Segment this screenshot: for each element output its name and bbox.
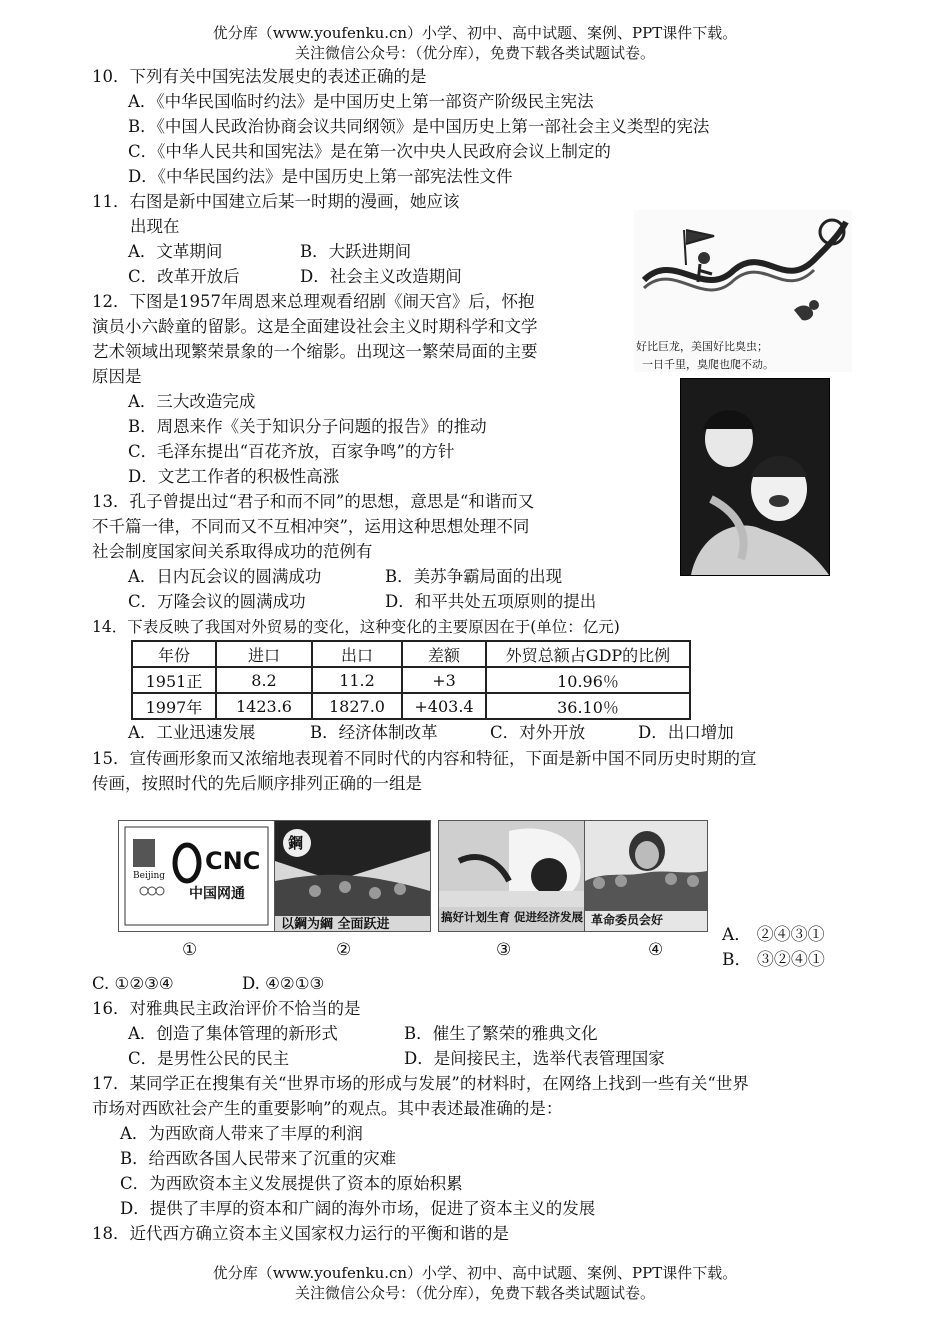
poster-1-subtitle: 中国网通 [189,886,245,902]
poster-4-slogan: 革命委员会好 [591,913,664,927]
header-line-1: 优分库（www.youfenku.cn）小学、初中、高中试题、案例、PPT课件下载。 [212,24,738,42]
table-header-cell: 进口 [216,641,312,667]
q10-option-c: C．《中华人民共和国宪法》是在第一次中央人民政府会议上制定的 [128,142,611,161]
q12-option-b: B．周恩来作《关于知识分子问题的报告》的推动 [128,417,487,436]
q16-option-c: C．是男性公民的民主 [128,1049,290,1068]
footer-line-1: 优分库（www.youfenku.cn）小学、初中、高中试题、案例、PPT课件下载。 [212,1264,738,1282]
table-cell: 1997年 [132,693,216,719]
poster-3 [438,820,595,932]
q15-stem-2: 传画，按照时代的先后顺序排列正确的一组是 [92,774,422,793]
poster-label-2: ② [336,940,352,960]
poster-3-slogan: 搞好计划生育 促进经济发展 [441,910,584,924]
table-row [132,693,690,719]
q12-option-c: C．毛泽东提出“百花齐放，百家争鸣”的方针 [128,442,455,461]
q10-option-a: A．《中华民国临时约法》是中国历史上第一部资产阶级民主宪法 [128,92,594,111]
table-cell: +403.4 [402,693,486,719]
table-header-cell: 差额 [402,641,486,667]
q17-option-d: D．提供了丰厚的资本和广阔的海外市场，促进了资本主义的发展 [120,1199,596,1218]
q13-option-b: B．美苏争霸局面的出现 [385,567,563,586]
q17-stem-1: 17．某同学正在搜集有关“世界市场的形成与发展”的材料时，在网络上找到一些有关“世界 [92,1074,749,1093]
q15-option-d: D. ④②①③ [242,974,325,993]
dragon-cartoon-image [634,210,852,372]
q12-stem-3: 艺术领域出现繁荣景象的一个缩影。出现这一繁荣局面的主要 [92,342,538,361]
table-header-row [132,641,690,667]
cartoon-caption-2: 一日千里，臭爬也爬不动。 [642,358,774,371]
poster-1-logo-text: CNC [205,847,261,875]
poster-label-4: ④ [648,940,664,960]
table-header-cell: 年份 [132,641,216,667]
q13-stem-2: 不千篇一律，不同而又不互相冲突”，运用这种思想处理不同 [92,517,530,536]
poster-label-1: ① [182,940,198,960]
q15-option-a: A． ②④③① [722,925,825,945]
q12-stem-2: 演员小六龄童的留影。这是全面建设社会主义时期科学和文学 [92,317,538,336]
q10-option-d: D．《中华民国约法》是中国历史上第一部宪法性文件 [128,167,513,186]
poster-2-slogan: 以鋼为綱 全面跃进 [281,917,390,932]
header-line-2: 关注微信公众号：（优分库），免费下载各类试题试卷。 [294,44,655,62]
q11-option-b: B．大跃进期间 [300,242,412,261]
q11-stem-2: 出现在 [130,217,180,236]
table-row [132,667,690,693]
table-cell: 36.10％ [486,693,690,719]
poster-2-badge: 鋼 [288,834,304,852]
q16-option-a: A．创造了集体管理的新形式 [128,1024,338,1043]
q17-stem-2: 市场对西欧社会产生的重要影响”的观点。其中表述最准确的是： [92,1099,563,1118]
table-cell: 10.96％ [486,667,690,693]
q16-option-b: B．催生了繁荣的雅典文化 [404,1024,598,1043]
footer-line-2: 关注微信公众号：（优分库），免费下载各类试题试卷。 [294,1284,655,1302]
q14-stem: 14．下表反映了我国对外贸易的变化，这种变化的主要原因在于(单位：亿元) [92,618,620,636]
photo-drawing [681,379,829,575]
table-cell: 1951正 [132,667,216,693]
q18-stem: 18．近代西方确立资本主义国家权力运行的平衡和谐的是 [92,1224,509,1243]
q13-stem-3: 社会制度国家间关系取得成功的范例有 [92,542,373,561]
poster-1 [118,820,275,932]
q15-stem-1: 15．宣传画形象而又浓缩地表现着不同时代的内容和特征，下面是新中国不同历史时期的宣 [92,749,757,768]
cartoon-caption-1: 好比巨龙，美国好比臭虫； [636,340,768,353]
q11-option-a: A．文革期间 [128,242,223,261]
q15-option-c: C. ①②③④ [92,974,174,993]
q17-option-b: B．给西欧各国人民带来了沉重的灾难 [120,1149,397,1168]
q16-stem: 16．对雅典民主政治评价不恰当的是 [92,999,361,1018]
q12-option-d: D．文艺工作者的积极性高涨 [128,467,340,486]
q12-stem-4: 原因是 [92,367,142,386]
poster-label-3: ③ [496,940,512,960]
table-cell: 1827.0 [312,693,402,719]
table-header-cell: 外贸总额占GDP的比例 [486,641,690,667]
q13-option-d: D．和平共处五项原则的提出 [385,592,597,611]
table-cell: 1423.6 [216,693,312,719]
q11-stem-1: 11．右图是新中国建立后某一时期的漫画，她应该 [92,192,460,211]
q14-option-d: D．出口增加 [638,723,734,742]
q16-option-d: D．是间接民主，选举代表管理国家 [404,1049,665,1068]
q13-option-a: A．日内瓦会议的圆满成功 [128,567,322,586]
q15-option-b: B． ③②④① [722,950,825,970]
poster-4 [584,820,708,932]
q11-option-d: D．社会主义改造期间 [300,267,462,286]
poster-2 [274,820,431,932]
trade-table [131,640,691,720]
q17-option-c: C．为西欧资本主义发展提供了资本的原始积累 [120,1174,463,1193]
table-cell: +3 [402,667,486,693]
zhou-enlai-photo [680,378,830,576]
dragon-cartoon-drawing [634,210,852,335]
q17-option-a: A．为西欧商人带来了丰厚的利润 [120,1124,363,1143]
q10-stem: 10．下列有关中国宪法发展史的表述正确的是 [92,67,427,86]
table-header-cell: 出口 [312,641,402,667]
q14-option-c: C．对外开放 [490,723,586,742]
q10-option-b: B．《中国人民政治协商会议共同纲领》是中国历史上第一部社会主义类型的宪法 [128,117,710,136]
q13-option-c: C．万隆会议的圆满成功 [128,592,306,611]
q13-stem-1: 13．孔子曾提出过“君子和而不同”的思想，意思是“和谐而又 [92,492,535,511]
poster-1-beijing: Beijing [133,871,166,881]
q14-option-a: A．工业迅速发展 [128,723,256,742]
q11-option-c: C．改革开放后 [128,267,240,286]
q12-stem-1: 12．下图是1957年周恩来总理观看绍剧《闹天宫》后，怀抱 [92,292,535,311]
table-cell: 8.2 [216,667,312,693]
q12-option-a: A．三大改造完成 [128,392,256,411]
table-cell: 11.2 [312,667,402,693]
q14-option-b: B．经济体制改革 [310,723,438,742]
